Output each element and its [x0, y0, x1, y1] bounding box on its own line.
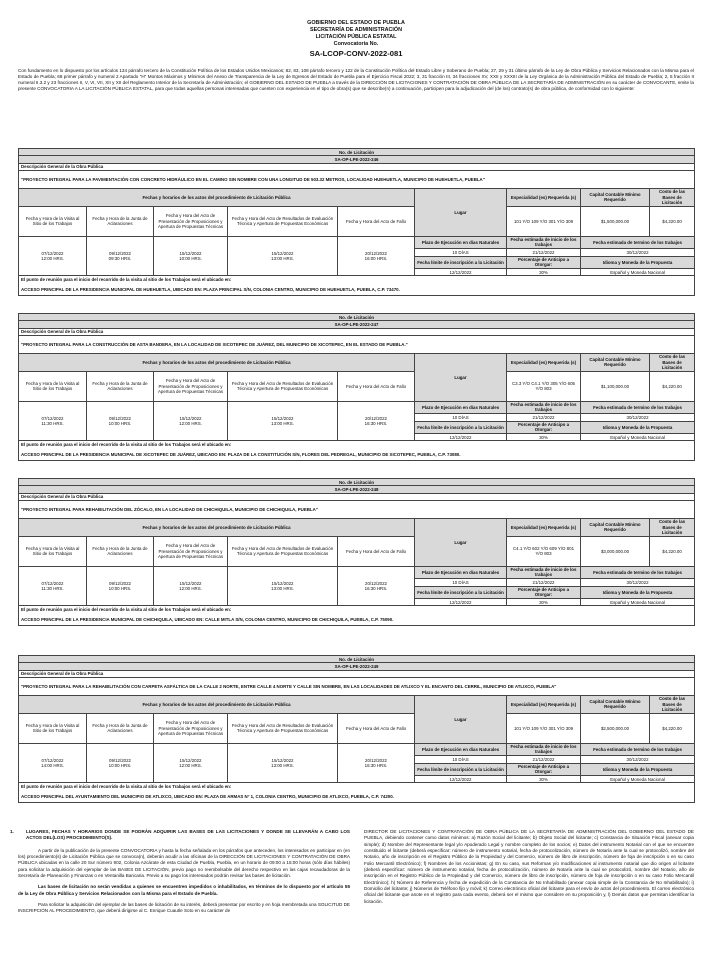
- award-header: Fecha y Hora del Acto de Fallo: [338, 713, 415, 743]
- end-header: Fecha estimada de termino de los trabajos: [581, 566, 695, 579]
- end-value: 30/12/2022: [581, 579, 695, 586]
- proposal-header: Fecha y Hora del Acto de Presentación de Proposiciones y Apertura de Propuestas Técnicas: [154, 206, 228, 236]
- work-description: "PROYECTO INTEGRAL PARA LA PAVIMENTACIÓN CON CONCRETO HIDRÁULICO EN EL CAMINO SIN NOMBRE CON UNA LONGITUD DE 503.32 METROS, LOCALIDAD HUEHUETLA, MUNICIPIO DE HUEHUETLA, PUEBLA": [19, 170, 695, 188]
- clarification-header: Fecha y Hora de la Junta de Aclaraciones: [87, 206, 154, 236]
- proposal-date: 15/12/2022 12:00 HRS.: [154, 743, 228, 783]
- schedule-header: Fechas y horarios de los actos del procedimiento de Licitación Pública: [19, 188, 415, 206]
- convocatoria-label: Convocatoria No.: [333, 41, 379, 48]
- clarification-header: Fecha y Hora de la Junta de Aclaraciones: [87, 713, 154, 743]
- meeting-point-address: ACCESO PRINCIPAL DE LA PRESIDENCIA MUNICIPAL DE XICOTEPEC DE JUÁREZ, UBICADO EN: PLAZA DE LA CONSTITUCIÓN S/N, FLORES DEL PEDREGAL, MUNICIPIO DE XICOTEPEC, PUEBLA, C.P. 73080.: [19, 449, 695, 461]
- start-header: Fecha estimada de inicio de los trabajos: [507, 743, 581, 756]
- clarification-date: 09/12/2022 09:30 HRS.: [87, 236, 154, 276]
- language-value: Español y Moneda Nacional: [581, 434, 695, 441]
- results-date: 15/12/2022 13:00 HRS.: [228, 236, 338, 276]
- meeting-point-label: El punto de reunión para el inicio del recorrido de la visita al sitio de los Trabajos será el ubicado en:: [19, 783, 695, 791]
- description-label: Descripción General de la Obra Pública: [19, 163, 695, 170]
- secretariat-title: SECRETARÍA DE ADMINISTRACIÓN: [309, 27, 403, 34]
- start-value: 21/12/2022: [507, 756, 581, 763]
- award-header: Fecha y Hora del Acto de Fallo: [338, 206, 415, 236]
- capital-value: $1,100,000.00: [581, 371, 650, 401]
- site-visit-header: Fecha y Hora de la Visita al Sitio de los Trabajos: [19, 371, 87, 401]
- proposal-header: Fecha y Hora del Acto de Presentación de Proposiciones y Apertura de Propuestas Técnicas: [154, 713, 228, 743]
- term-value: 10 DÍAS: [415, 579, 507, 586]
- tender-block: [18, 655, 694, 803]
- schedule-header: Fechas y horarios de los actos del procedimiento de Licitación Pública: [19, 518, 415, 536]
- capital-value: $2,500,000.00: [581, 713, 650, 743]
- capital-value: $1,500,000.00: [581, 206, 650, 236]
- section-1-right-column: [364, 829, 694, 910]
- proposal-date: 15/12/2022 12:00 HRS.: [154, 566, 228, 606]
- meeting-point-label: El punto de reunión para el inicio del recorrido de la visita al sitio de los Trabajos será el ubicado en:: [19, 441, 695, 449]
- language-value: Español y Moneda Nacional: [581, 269, 695, 276]
- capital-header: Capital Contable Mínimo Requerido: [581, 695, 650, 713]
- advance-header: Porcentaje de Anticipo a Otorgar:: [507, 586, 581, 599]
- convocatoria-code: SA-LCOP-CONV-2022-081: [309, 49, 403, 59]
- schedule-header: Fechas y horarios de los actos del procedimiento de Licitación Pública: [19, 695, 415, 713]
- term-header: Plazo de Ejecución en días Naturales: [415, 236, 507, 249]
- term-value: 10 DÍAS: [415, 756, 507, 763]
- cost-header: Costo de las Bases de Licitación: [650, 695, 695, 713]
- results-date: 15/12/2022 13:00 HRS.: [228, 743, 338, 783]
- proposal-date: 15/12/2022 12:00 HRS.: [154, 401, 228, 441]
- results-header: Fecha y Hora del Acto de Resultados de Evaluación Técnica y Apertura de Propuestas Económicas: [228, 536, 338, 566]
- tender-number-label: No. de Licitación: [19, 656, 695, 663]
- site-visit-header: Fecha y Hora de la Visita al Sitio de los Trabajos: [19, 713, 87, 743]
- start-value: 21/12/2022: [507, 579, 581, 586]
- tender-number-label: No. de Licitación: [19, 479, 695, 486]
- end-header: Fecha estimada de termino de los trabajos: [581, 236, 695, 249]
- section-1: [10, 829, 694, 953]
- results-date: 15/12/2022 13:00 HRS.: [228, 401, 338, 441]
- site-visit-date: 07/12/2022 11:30 HRS.: [19, 566, 87, 606]
- specialty-header: Especialidad (es) Requerida (s): [507, 518, 581, 536]
- cost-header: Costo de las Bases de Licitación: [650, 188, 695, 206]
- site-visit-header: Fecha y Hora de la Visita al Sitio de los Trabajos: [19, 536, 87, 566]
- meeting-point-label: El punto de reunión para el inicio del recorrido de la visita al sitio de los Trabajos será el ubicado en:: [19, 276, 695, 284]
- clarification-date: 09/12/2022 10:00 HRS.: [87, 401, 154, 441]
- cost-value: $4,220.00: [650, 713, 695, 743]
- tender-table: [18, 313, 695, 461]
- end-value: 30/12/2022: [581, 756, 695, 763]
- advance-value: 30%: [507, 269, 581, 276]
- deadline-header: Fecha límite de inscripción a la Licitación: [415, 421, 507, 434]
- term-value: 10 DÍAS: [415, 249, 507, 256]
- start-value: 21/12/2022: [507, 249, 581, 256]
- tender-block: [18, 478, 694, 626]
- start-header: Fecha estimada de inicio de los trabajos: [507, 566, 581, 579]
- section-paragraph-4: DIRECTOR DE LICITACIONES Y CONTRATACIÓN DE OBRA PÚBLICA DE LA SECRETARÍA DE ADMINISTRACIÓN DEL GOBIERNO DEL ESTADO DE PUEBLA, debiendo contener como datos mínimos: a) Razón Social del licitante; b) Objeto Social del licitante; c) Constancia de Situación Fiscal (anexar copia simple); d) Nombre del Representante legal y/o Apoderado Legal y nombre completo de los socios; e) Datos del instrumento Notarial con el que se encuentre constituido el licitante (deberá especificar: número de instrumento notarial, fecha de protocolización, número de Notaría ante la cual se protocolizó, nombre del Notario, año de inscripción en el Registro Público de la Propiedad y del Comercio, número de libro de inscripción, número de foja de inscripción o en su caso Folio Mercantil Electrónico); f) Nombres de los Accionistas; g) En su caso, sus Reformas y/o modificaciones al instrumento notarial que dio origen al licitante (deberá especificar: número de instrumento notarial, fecha de protocolización, número de Notaría ante la cual se protocolizó, nombre del Notario, año de inscripción en el Registro Público de la Propiedad y del Comercio, número de libro de inscripción, número de foja de inscripción o en su caso Folio Mercantil Electrónico); h) Número de Referencia y fecha de expedición de la Constancia de No Inhabilitado (anexar copia simple de la Constancia de No Inhabilitado); i) Domicilio del licitante; j) Números de Teléfono fijo y móvil; k) Correo electrónico oficial del licitante para el envío de actos del procedimiento. El correo electrónico oficial del licitante que anote en el registro para cada evento, deberá ser el mismo que considere en su proposición y, l) Demás datos que permitan identificar la licitación.: [364, 829, 694, 904]
- description-label: Descripción General de la Obra Pública: [19, 328, 695, 335]
- term-header: Plazo de Ejecución en días Naturales: [415, 743, 507, 756]
- specialty-value: 101 Y/O 109 Y/O 301 Y/O 309: [507, 206, 581, 236]
- end-header: Fecha estimada de termino de los trabajos: [581, 401, 695, 414]
- proposal-header: Fecha y Hora del Acto de Presentación de Proposiciones y Apertura de Propuestas Técnicas: [154, 371, 228, 401]
- section-paragraph-1: A partir de la publicación de la presente CONVOCATORIA y hasta la fecha señalada en los párrafos que anteceden, los interesados en participar en (en los) procedimiento(s) de Licitación Pública que se convoca(n), deberán acudir a las oficinas de la DIRECCIÓN DE LICITACIONES Y CONTRATACIÓN DE OBRA PÚBLICA ubicadas en la calle 20 Sur número 902, Colonia Azcárate de esta Ciudad de Puebla, Puebla, en un horario de 09:00 a 15:00 horas (sólo días hábiles) para solicitar la adquisición del ejemplar de las BASES DE LICITACIÓN, previo pago no reembolsable del derecho respectivo en las cajas recaudadoras de la Secretaría de Planeación y Finanzas o en Ventanilla Bancaria. Previo a su pago los interesados podrán revisar las bases de licitación.: [18, 847, 350, 878]
- start-value: 21/12/2022: [507, 414, 581, 421]
- specialty-value: 101 Y/O 109 Y/O 301 Y/O 309: [507, 713, 581, 743]
- place-header: Lugar: [415, 188, 507, 236]
- place-header: Lugar: [415, 518, 507, 566]
- site-visit-date: 07/12/2022 14:00 HRS.: [19, 743, 87, 783]
- site-visit-date: 07/12/2022 12:00 HRS.: [19, 236, 87, 276]
- tender-number-label: No. de Licitación: [19, 149, 695, 156]
- term-header: Plazo de Ejecución en días Naturales: [415, 401, 507, 414]
- capital-header: Capital Contable Mínimo Requerido: [581, 188, 650, 206]
- results-date: 15/12/2022 13:00 HRS.: [228, 566, 338, 606]
- tender-number-label: No. de Licitación: [19, 314, 695, 321]
- work-description: "PROYECTO INTEGRAL PARA LA REHABILITACIÓN CON CARPETA ASFÁLTICA DE LA CALLE 2 NORTE, ENTRE CALLE 4 NORTE Y CALLE SIN NOMBRE, EN LAS LOCALIDADES DE ATLIXCO Y EL ENCANTO DEL CERRIL, MUNICIPIO DE ATLIXCO, PUEBLA": [19, 677, 695, 695]
- specialty-value: C3.3 Y/O C4.1 Y/O 305 Y/O 605 Y/O 803: [507, 371, 581, 401]
- description-label: Descripción General de la Obra Pública: [19, 493, 695, 500]
- advance-value: 30%: [507, 434, 581, 441]
- deadline-value: 12/12/2022: [415, 776, 507, 783]
- award-date: 20/12/2022 16:30 HRS.: [338, 566, 415, 606]
- end-value: 30/12/2022: [581, 249, 695, 256]
- term-value: 10 DÍAS: [415, 414, 507, 421]
- end-header: Fecha estimada de termino de los trabajos: [581, 743, 695, 756]
- meeting-point-label: El punto de reunión para el inicio del recorrido de la visita al sitio de los Trabajos será el ubicado en:: [19, 606, 695, 614]
- tender-table: [18, 478, 695, 626]
- schedule-header: Fechas y horarios de los actos del procedimiento de Licitación Pública: [19, 353, 415, 371]
- results-header: Fecha y Hora del Acto de Resultados de Evaluación Técnica y Apertura de Propuestas Económicas: [228, 206, 338, 236]
- deadline-value: 12/12/2022: [415, 599, 507, 606]
- meeting-point-address: ACCESO PRINCIPAL DEL AYUNTAMIENTO DEL MUNICIPIO DE ATLIXCO, UBICADO EN: PLAZA DE ARMAS N° 1, COLONIA CENTRO, MUNICIPIO DE ATLIXCO, PUEBLA, C.P. 74200.: [19, 791, 695, 803]
- clarification-date: 09/12/2022 10:00 HRS.: [87, 566, 154, 606]
- tender-type-title: LICITACIÓN PÚBLICA ESTATAL: [315, 34, 397, 41]
- tender-table: [18, 148, 695, 296]
- language-value: Español y Moneda Nacional: [581, 776, 695, 783]
- capital-header: Capital Contable Mínimo Requerido: [581, 518, 650, 536]
- deadline-value: 12/12/2022: [415, 269, 507, 276]
- section-number: 1.: [10, 829, 14, 834]
- place-header: Lugar: [415, 353, 507, 401]
- section-title: LUGARES, FECHAS Y HORARIOS DONDE SE PODRÁN ADQUIRIR LAS BASES DE LAS LICITACIONES Y DONDE SE LLEVARÁN A CABO LOS ACTOS DEL(LOS) PROCEDIMIENTO(S).: [26, 829, 350, 841]
- term-header: Plazo de Ejecución en días Naturales: [415, 566, 507, 579]
- award-date: 20/12/2022 16:30 HRS.: [338, 743, 415, 783]
- deadline-header: Fecha límite de inscripción a la Licitación: [415, 256, 507, 269]
- site-visit-date: 07/12/2022 11:30 HRS.: [19, 401, 87, 441]
- site-visit-header: Fecha y Hora de la Visita al Sitio de los Trabajos: [19, 206, 87, 236]
- meeting-point-address: ACCESO PRINCIPAL DE LA PRESIDENCIA MUNICIPAL DE HUEHUETLA, UBICADO EN: PLAZA PRINCIPAL S/N, COLONIA CENTRO, MUNICIPIO DE HUEHUETLA, PUEBLA, C.P. 73470.: [19, 284, 695, 296]
- advance-header: Porcentaje de Anticipo a Otorgar:: [507, 763, 581, 776]
- proposal-date: 15/12/2022 10:00 HRS.: [154, 236, 228, 276]
- specialty-value: C4.1 Y/O 602 Y/O 609 Y/O 801 Y/O 803: [507, 536, 581, 566]
- proposal-header: Fecha y Hora del Acto de Presentación de Proposiciones y Apertura de Propuestas Técnicas: [154, 536, 228, 566]
- start-header: Fecha estimada de inicio de los trabajos: [507, 236, 581, 249]
- award-header: Fecha y Hora del Acto de Fallo: [338, 536, 415, 566]
- capital-header: Capital Contable Mínimo Requerido: [581, 353, 650, 371]
- section-paragraph-2: Las bases de licitación no serán vendidas a quienes se encuentren impedidos o inhabilitados, en términos de lo dispuesto por el artículo 55 de la Ley de Obra Pública y Servicios Relacionados con la Misma para el Estado de Puebla.: [18, 884, 350, 896]
- cost-value: $4,220.00: [650, 206, 695, 236]
- section-1-left-column: [10, 829, 350, 920]
- work-description: "PROYECTO INTEGRAL PARA REHABILITACIÓN DEL ZÓCALO, EN LA LOCALIDAD DE CHICHIQUILA, MUNICIPIO DE CHICHIQUILA, PUEBLA": [19, 500, 695, 518]
- specialty-header: Especialidad (es) Requerida (s): [507, 695, 581, 713]
- language-header: Idioma y Moneda de la Propuesta: [581, 256, 695, 269]
- tender-block: [18, 148, 694, 296]
- deadline-header: Fecha límite de inscripción a la Licitación: [415, 586, 507, 599]
- results-header: Fecha y Hora del Acto de Resultados de Evaluación Técnica y Apertura de Propuestas Económicas: [228, 371, 338, 401]
- advance-value: 30%: [507, 776, 581, 783]
- cost-header: Costo de las Bases de Licitación: [650, 518, 695, 536]
- end-value: 30/12/2022: [581, 414, 695, 421]
- award-header: Fecha y Hora del Acto de Fallo: [338, 371, 415, 401]
- tender-number: SA-OP-LPE-2022-247: [19, 321, 695, 328]
- language-header: Idioma y Moneda de la Propuesta: [581, 421, 695, 434]
- clarification-header: Fecha y Hora de la Junta de Aclaraciones: [87, 371, 154, 401]
- advance-value: 30%: [507, 599, 581, 606]
- specialty-header: Especialidad (es) Requerida (s): [507, 353, 581, 371]
- cost-value: $4,220.00: [650, 371, 695, 401]
- language-header: Idioma y Moneda de la Propuesta: [581, 763, 695, 776]
- tender-number: SA-OP-LPE-2022-249: [19, 663, 695, 670]
- section-paragraph-3: Para solicitar la adquisición del ejemplar de las bases de licitación de su interés, deberá presentar por escrito y en hoja membretada una SOLICITUD DE INSCRIPCIÓN AL PROCEDIMIENTO, que deberá dirigirse al C. Enrique Cuautle Soto en su carácter de: [18, 901, 350, 914]
- clarification-header: Fecha y Hora de la Junta de Aclaraciones: [87, 536, 154, 566]
- award-date: 20/12/2022 16:00 HRS.: [338, 236, 415, 276]
- cost-value: $4,220.00: [650, 536, 695, 566]
- capital-value: $3,000,000.00: [581, 536, 650, 566]
- language-header: Idioma y Moneda de la Propuesta: [581, 586, 695, 599]
- intro-paragraph: Con fundamento en lo dispuesto por los artículos 134 párrafo tercero de la Constitución Política de los Estados Unidos Mexicanos; 82, 83, 108 párrafo tercero y 122 de la Constitución Política del Estado Libre y Soberano de Puebla; 27, 29 y 31 último párrafo de la Ley de Obra Pública y Servicios Relacionados con la Misma para el Estado de Puebla; 68 primer párrafo y numeral 2 Apartado "H" Montos Máximos y Mínimos del Anexo de Transparencia de la Ley de Egresos del Estado de Puebla para el Ejercicio Fiscal 2022; 3, 31 fracción III, 34 fracciones XV, XXII y XXXIII de la Ley Orgánica de la Administración Pública del Estado de Puebla; 2, 5 fracción II numeral II.3.2 y 23 fracciones II, V, VI, VII, XII y XII del Reglamento Interior de la Secretaría de Administración; el GOBIERNO DEL ESTADO DE PUEBLA a través de la DIRECCIÓN DE LICITACIONES Y CONTRATACIÓN DE OBRA PÚBLICA DE LA SECRETARÍA DE ADMINISTRACIÓN en su carácter de CONVOCANTE, emite la presente CONVOCATORIA A LA LICITACIÓN PÚBLICA ESTATAL, para que todas aquellas personas interesadas que cuenten con experiencia en el tipo de obra(s) que se describe(n) a continuación, participen para la adjudicación del (de los) contrato(s) de obra pública, de conformidad con lo siguiente:: [18, 67, 694, 91]
- award-date: 20/12/2022 16:30 HRS.: [338, 401, 415, 441]
- tender-number: SA-OP-LPE-2022-248: [19, 486, 695, 493]
- advance-header: Porcentaje de Anticipo a Otorgar:: [507, 421, 581, 434]
- clarification-date: 09/12/2022 10:00 HRS.: [87, 743, 154, 783]
- deadline-header: Fecha límite de inscripción a la Licitación: [415, 763, 507, 776]
- tender-number: SA-OP-LPE-2022-246: [19, 156, 695, 163]
- deadline-value: 12/12/2022: [415, 434, 507, 441]
- tender-block: [18, 313, 694, 461]
- advance-header: Porcentaje de Anticipo a Otorgar:: [507, 256, 581, 269]
- specialty-header: Especialidad (es) Requerida (s): [507, 188, 581, 206]
- place-header: Lugar: [415, 695, 507, 743]
- description-label: Descripción General de la Obra Pública: [19, 670, 695, 677]
- results-header: Fecha y Hora del Acto de Resultados de Evaluación Técnica y Apertura de Propuestas Económicas: [228, 713, 338, 743]
- language-value: Español y Moneda Nacional: [581, 599, 695, 606]
- cost-header: Costo de las Bases de Licitación: [650, 353, 695, 371]
- work-description: "PROYECTO INTEGRAL PARA LA CONSTRUCCIÓN DE ASTA BANDERA, EN LA LOCALIDAD DE XICOTEPEC DE JUÁREZ, DEL MUNICIPIO DE XICOTEPEC, EN EL ESTADO DE PUEBLA.": [19, 335, 695, 353]
- document-header: [18, 20, 694, 59]
- government-title: GOBIERNO DEL ESTADO DE PUEBLA: [307, 20, 405, 26]
- tender-table: [18, 655, 695, 803]
- start-header: Fecha estimada de inicio de los trabajos: [507, 401, 581, 414]
- meeting-point-address: ACCESO PRINCIPAL DE LA PRESIDENCIA MUNICIPAL DE CHICHIQUILA, UBICADO EN: CALLE MITLA S/N, COLONIA CENTRO, MUNICIPIO DE CHICHIQUILA, PUEBLA, C.P. 75090.: [19, 614, 695, 626]
